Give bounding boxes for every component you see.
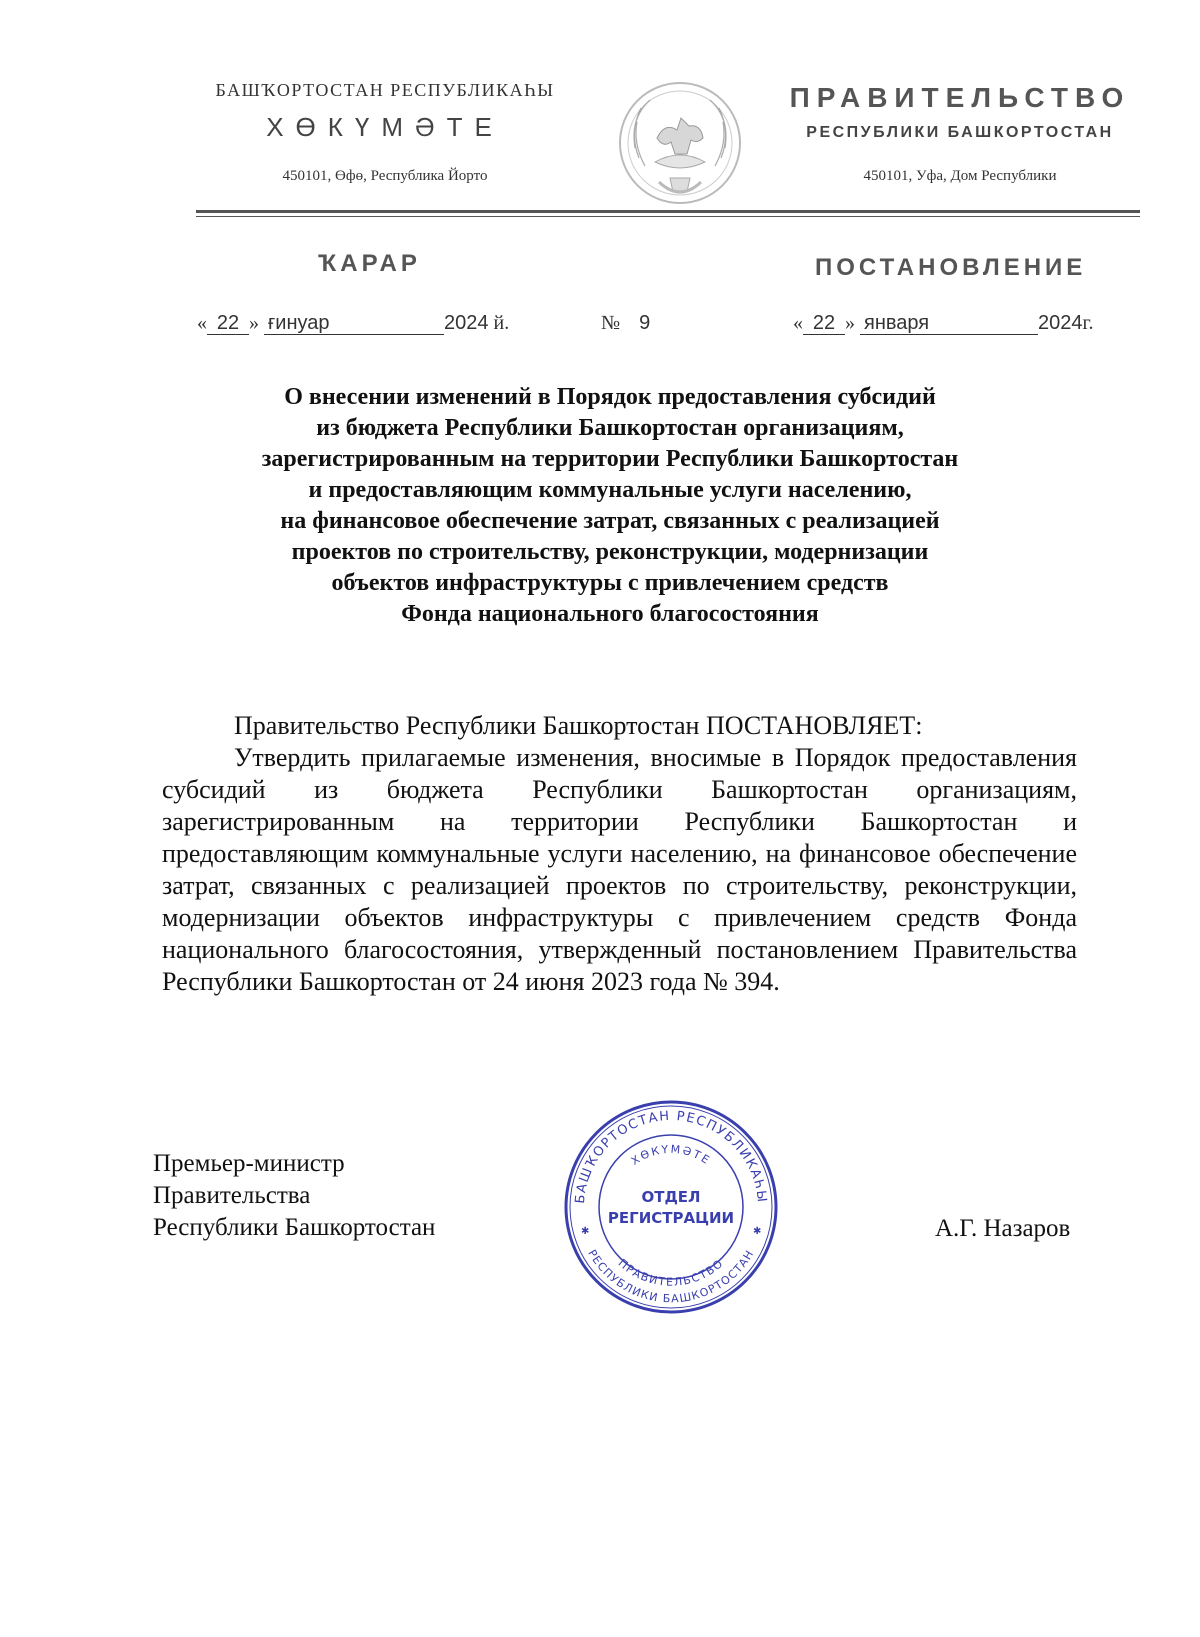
position-line: Республики Башкортостан: [153, 1214, 436, 1241]
header-divider-thick: [196, 210, 1140, 213]
stamp-center-line-2: РЕГИСТРАЦИИ: [607, 1209, 735, 1227]
position-line: Правительства: [153, 1182, 311, 1209]
date-bashkir: [197, 312, 509, 335]
position-line: Премьер-министр: [153, 1150, 345, 1177]
stamp-star-right: ✱: [753, 1226, 762, 1237]
header-russian-republic: РЕСПУБЛИКИ БАШКОРТОСТАН: [806, 124, 1114, 141]
date-russian-year: 2024: [1038, 312, 1083, 334]
title-line: О внесении изменений в Порядок предоставления субсидий: [284, 384, 936, 410]
document-body: [162, 710, 1077, 998]
stamp-bottom-text-2: РЕСПУБЛИКИ БАШКОРТОСТАН: [585, 1247, 757, 1306]
title-line: из бюджета Республики Башкортостан организациям,: [316, 415, 904, 441]
registration-stamp: [562, 1098, 780, 1316]
doc-type-bashkir: ҠАРАР: [318, 250, 421, 277]
title-line: зарегистрированным на территории Республики Башкортостан: [261, 446, 959, 472]
title-line: и предоставляющим коммунальные услуги населению,: [308, 477, 912, 503]
number-value: 9: [639, 312, 651, 334]
coat-of-arms-emblem: [615, 78, 745, 208]
signatory-position: [153, 1148, 435, 1244]
doc-number: [601, 312, 650, 335]
stamp-bottom-text: ПРАВИТЕЛЬСТВО: [615, 1256, 727, 1289]
body-lead: Правительство Республики Башкортостан ПОСТАНОВЛЯЕТ:: [234, 711, 923, 740]
body-paragraph: Утвердить прилагаемые изменения, вносимые в Порядок предоставления субсидий из бюджета Республики Башкортостан организациям, зарегистрированным на территории Республики Башкортостан и предоставляющим коммунальные услуги населению, на финансовое обеспечение затрат, связанных с реализацией проектов по строительству, реконструкции, модернизации объектов инфраструктуры с привлечением средств Фонда национального благосостояния, утвержденный постановлением Правительства Республики Башкортостан от 24 июня 2023 года № 394.: [162, 743, 1077, 996]
date-russian-suffix: г.: [1082, 312, 1094, 334]
header-bashkir-government: ХӨКҮМӘТЕ: [266, 112, 504, 142]
title-line: Фонда национального благосостояния: [401, 601, 819, 627]
date-bashkir-month: ғинуар: [264, 312, 444, 335]
quote-close: »: [845, 312, 855, 334]
title-line: объектов инфраструктуры с привлечением средств: [331, 570, 889, 596]
header-bashkir-address: 450101, Өфө, Республика Йорто: [282, 168, 488, 184]
stamp-inner-top: ХӨКҮМӘТЕ: [628, 1142, 714, 1168]
signatory-name: А.Г. Назаров: [935, 1215, 1071, 1242]
date-russian-month: января: [860, 312, 1038, 335]
quote-open: «: [197, 312, 207, 334]
header-russian-government: ПРАВИТЕЛЬСТВО: [789, 82, 1131, 113]
stamp-center-line-1: ОТДЕЛ: [641, 1188, 701, 1206]
date-bashkir-suffix: й.: [493, 312, 510, 334]
document-title: [150, 382, 1070, 630]
quote-close: »: [249, 312, 259, 334]
doc-type-russian: ПОСТАНОВЛЕНИЕ: [815, 254, 1087, 281]
header-divider-thin: [196, 216, 1140, 217]
title-line: проектов по строительству, реконструкции, модернизации: [291, 539, 929, 565]
number-sign: №: [601, 312, 621, 334]
header-russian-address: 450101, Уфа, Дом Республики: [863, 168, 1057, 184]
date-russian: [793, 312, 1093, 335]
quote-open: «: [793, 312, 803, 334]
stamp-star-left: ✱: [581, 1226, 590, 1237]
stamp-outer-text: БАШҠОРТОСТАН РЕСПУБЛИКАҺЫ: [572, 1108, 770, 1205]
date-bashkir-day: 22: [207, 312, 249, 335]
header-bashkir-republic: БАШҠОРТОСТАН РЕСПУБЛИКАҺЫ: [215, 80, 555, 100]
date-russian-day: 22: [803, 312, 845, 335]
title-line: на финансовое обеспечение затрат, связанных с реализацией: [280, 508, 940, 534]
date-bashkir-year: 2024: [444, 312, 489, 334]
svg-text:ХӨКҮМӘТЕ: [629, 1143, 713, 1168]
